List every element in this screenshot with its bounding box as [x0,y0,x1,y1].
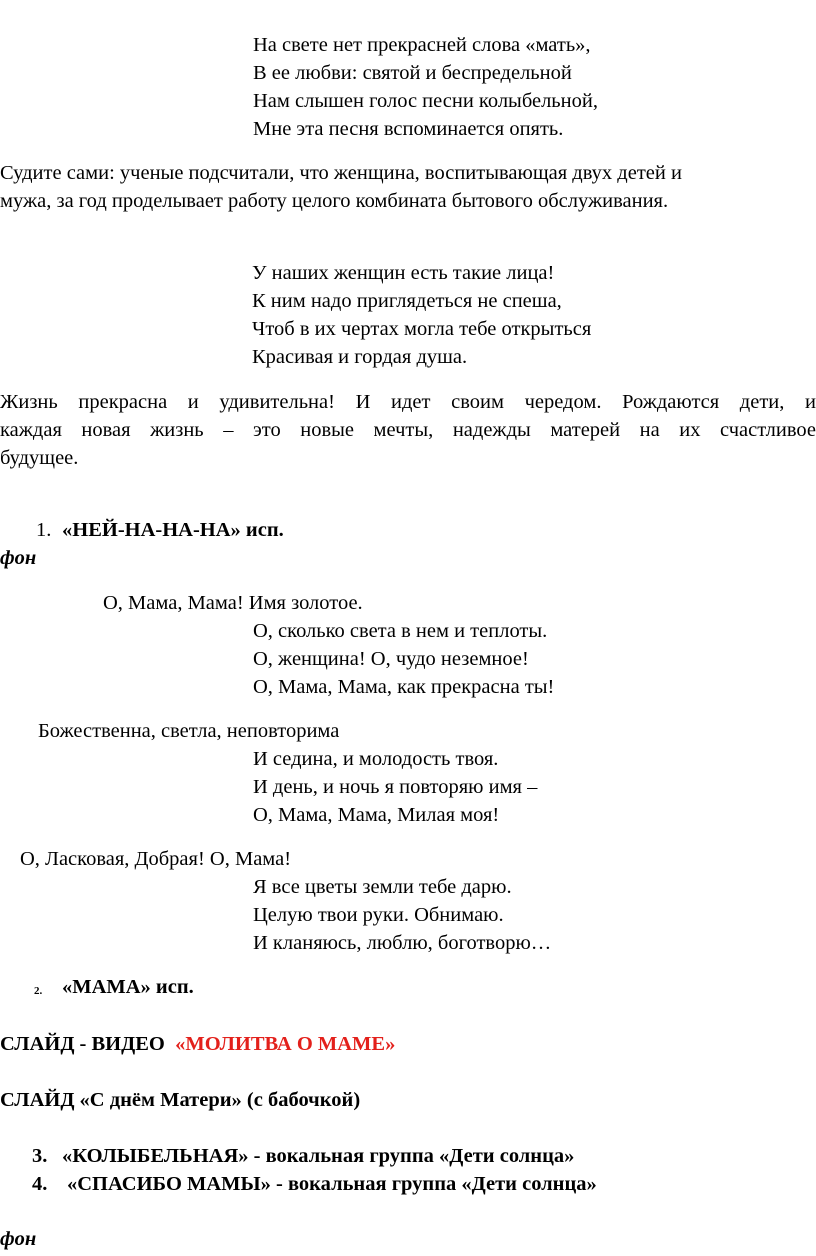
poem2-line-2: К ним надо приглядеться не спеша, [252,290,562,312]
slide-video-prefix: СЛАЙД - ВИДЕО [0,1033,165,1055]
stanza2-line-1: Божественна, светла, неповторима [38,720,340,742]
item2-number: 2. [34,985,43,997]
item3-number: 3. [32,1145,48,1167]
poem2-line-1: У наших женщин есть такие лица! [252,262,555,284]
poem1-line-3: Нам слышен голос песни колыбельной, [253,90,598,112]
item4-title: «СПАСИБО МАМЫ» - вокальная группа «Дети солнца» [67,1173,597,1195]
stanza3-line-2: Я все цветы земли тебе дарю. [253,876,512,898]
item3-title: «КОЛЫБЕЛЬНАЯ» - вокальная группа «Дети солнца» [62,1145,575,1167]
item2-title: «МАМА» исп. [62,976,194,998]
slide-mothers-day: СЛАЙД «С днём Матери» (с бабочкой) [0,1089,361,1111]
para1-line-2: мужа, за год проделывает работу целого комбината бытового обслуживания. [0,190,669,212]
poem1-line-1: На свете нет прекрасней слова «мать», [253,34,591,56]
slide-video-title: «МОЛИТВА О МАМЕ» [175,1033,396,1055]
para2-line-2: каждая новая жизнь – это новые мечты, надежды матерей на их счастливое [0,419,816,441]
stanza1-line-3: О, женщина! О, чудо неземное! [253,648,529,670]
stanza3-line-1: О, Ласковая, Добрая! О, Мама! [20,848,292,870]
para1-line-1: Судите сами: ученые подсчитали, что женщина, воспитывающая двух детей и [0,162,682,184]
stanza3-line-3: Целую твои руки. Обнимаю. [253,904,504,926]
stanza3-line-4: И кланяюсь, люблю, боготворю… [253,932,552,954]
stanza2-line-3: И день, и ночь я повторяю имя – [253,776,538,798]
item1-number: 1. [36,519,52,541]
item1-title: «НЕЙ-НА-НА-НА» исп. [62,519,284,541]
poem2-line-4: Красивая и гордая душа. [252,346,468,368]
poem1-line-4: Мне эта песня вспоминается опять. [253,118,564,140]
poem1-line-2: В ее любви: святой и беспредельной [253,62,572,84]
stanza1-line-2: О, сколько света в нем и теплоты. [253,620,548,642]
fon-label-2: фон [0,1228,37,1250]
slide-video-heading [0,1031,395,1057]
stanza2-line-4: О, Мама, Мама, Милая моя! [253,804,500,826]
para2-line-3: будущее. [0,447,79,469]
poem2-line-3: Чтоб в их чертах могла тебе открыться [252,318,592,340]
item4-number: 4. [32,1173,48,1195]
fon-label-1: фон [0,547,37,569]
stanza1-line-1: О, Мама, Мама! Имя золотое. [103,592,363,614]
para2-line-1: Жизнь прекрасна и удивительна! И идет своим чередом. Рождаются дети, и [0,391,816,413]
stanza1-line-4: О, Мама, Мама, как прекрасна ты! [253,676,555,698]
stanza2-line-2: И седина, и молодость твоя. [253,748,499,770]
